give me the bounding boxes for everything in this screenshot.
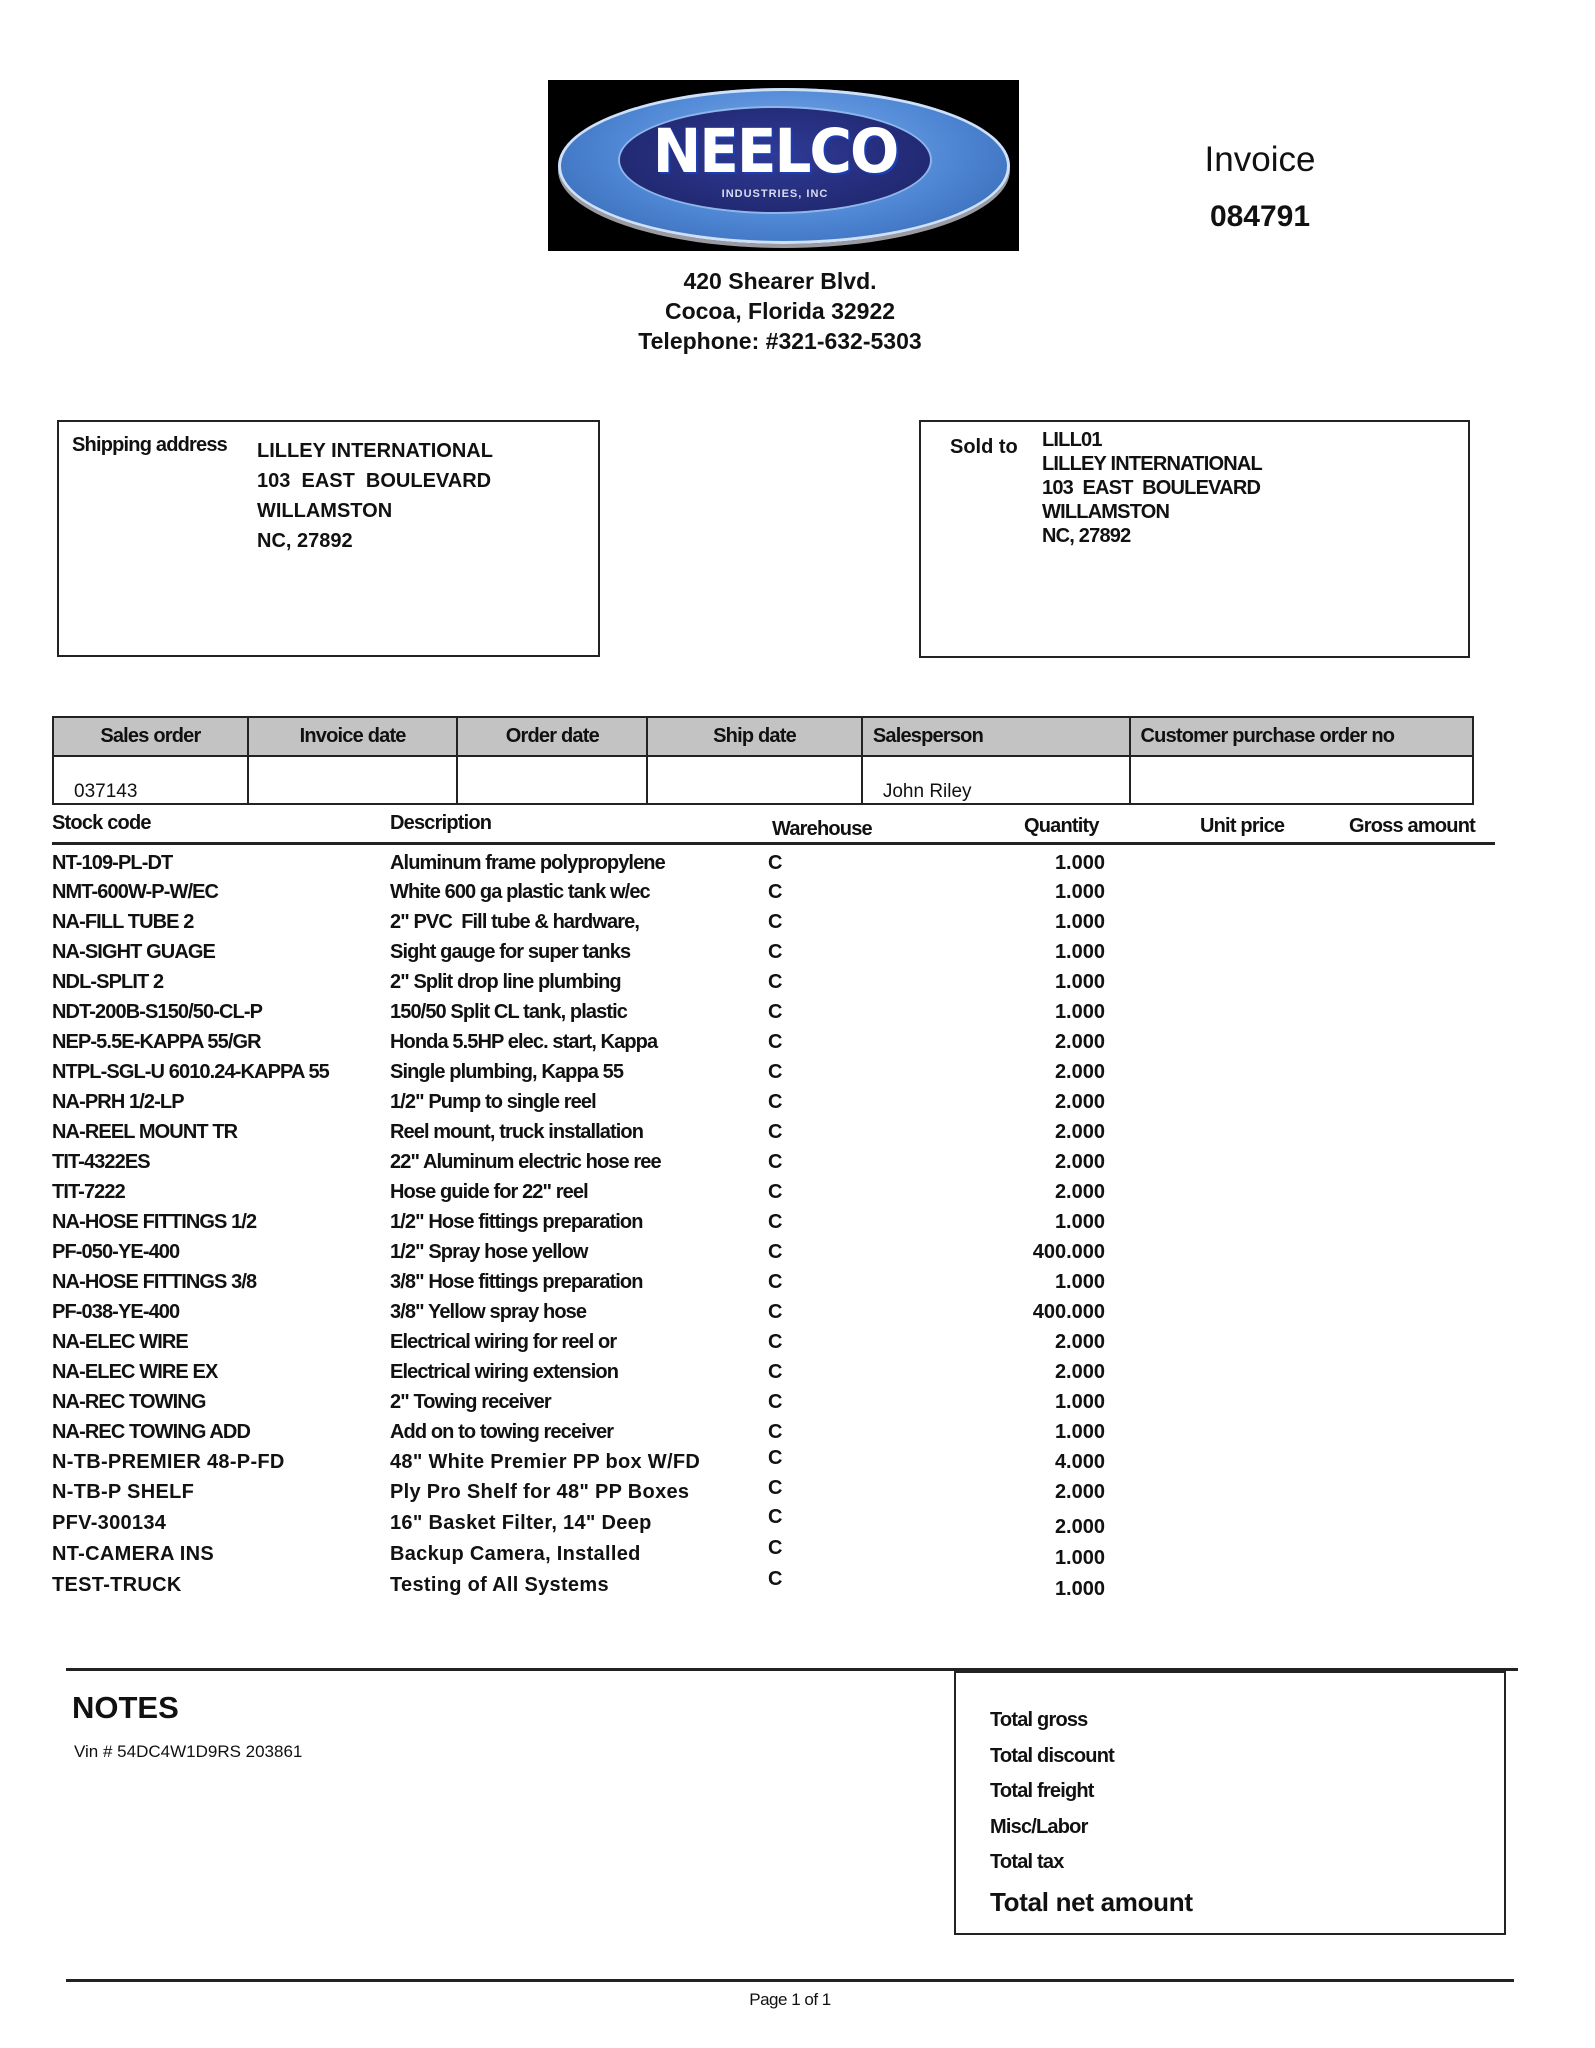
col-header-gross-amount: Gross amount bbox=[1349, 815, 1475, 837]
col-header-unit-price: Unit price bbox=[1200, 815, 1285, 837]
company-logo bbox=[548, 80, 1019, 251]
quantity: 2.000 bbox=[1054, 1361, 1105, 1383]
stock-code: PFV-300134 bbox=[52, 1512, 167, 1534]
quantity: 1.000 bbox=[1054, 1211, 1105, 1233]
stock-code: NA-HOSE FITTINGS 3/8 bbox=[52, 1271, 257, 1293]
line-item-row bbox=[0, 1211, 1595, 1240]
company-address bbox=[530, 266, 1030, 356]
description: 2" PVC Fill tube & hardware, bbox=[390, 911, 639, 933]
sales-order-value: 037143 bbox=[53, 756, 248, 804]
quantity: 400.000 bbox=[1032, 1301, 1105, 1323]
line-item-row bbox=[0, 1421, 1595, 1450]
warehouse: C bbox=[768, 911, 783, 933]
logo-wordmark: NEELCO bbox=[652, 115, 898, 187]
shipping-address-lines bbox=[257, 436, 493, 556]
ship-date-value bbox=[647, 756, 862, 804]
quantity: 1.000 bbox=[1054, 941, 1105, 963]
totals-list bbox=[990, 1709, 1193, 1922]
description: Ply Pro Shelf for 48" PP Boxes bbox=[390, 1481, 690, 1503]
description: Add on to towing receiver bbox=[390, 1421, 614, 1443]
description: Hose guide for 22" reel bbox=[390, 1181, 588, 1203]
warehouse: C bbox=[768, 1331, 783, 1353]
col-header-warehouse: Warehouse bbox=[772, 818, 872, 840]
company-address-line2: Cocoa, Florida 32922 bbox=[664, 298, 896, 324]
warehouse: C bbox=[768, 1506, 783, 1528]
stock-code: TEST-TRUCK bbox=[52, 1574, 182, 1596]
quantity: 2.000 bbox=[1054, 1151, 1105, 1173]
header-ship-date: Ship date bbox=[647, 717, 862, 756]
quantity: 1.000 bbox=[1054, 1578, 1105, 1600]
description: 3/8" Yellow spray hose bbox=[390, 1301, 587, 1323]
quantity: 1.000 bbox=[1054, 971, 1105, 993]
warehouse: C bbox=[768, 1271, 783, 1293]
total-discount-label: Total discount bbox=[990, 1744, 1114, 1767]
shipping-address-label: Shipping address bbox=[72, 434, 228, 456]
line-item-row bbox=[0, 941, 1595, 970]
warehouse: C bbox=[768, 1061, 783, 1083]
description: 1/2" Pump to single reel bbox=[390, 1091, 596, 1113]
header-invoice-date: Invoice date bbox=[248, 717, 458, 756]
line-item-row bbox=[0, 1537, 1595, 1572]
quantity: 2.000 bbox=[1054, 1091, 1105, 1113]
company-address-line1: 420 Shearer Blvd. bbox=[683, 268, 877, 294]
description: 16" Basket Filter, 14" Deep bbox=[390, 1512, 652, 1534]
quantity: 2.000 bbox=[1054, 1331, 1105, 1353]
footer-divider bbox=[66, 1979, 1514, 1982]
warehouse: C bbox=[768, 971, 783, 993]
quantity: 2.000 bbox=[1054, 1121, 1105, 1143]
sold-to-line: WILLAMSTON bbox=[1042, 501, 1170, 523]
stock-code: NA-ELEC WIRE bbox=[52, 1331, 188, 1353]
warehouse: C bbox=[768, 941, 783, 963]
line-item-row bbox=[0, 852, 1595, 881]
description: 1/2" Hose fittings preparation bbox=[390, 1211, 643, 1233]
quantity: 1.000 bbox=[1054, 1271, 1105, 1293]
warehouse: C bbox=[768, 1301, 783, 1323]
stock-code: PF-050-YE-400 bbox=[52, 1241, 180, 1263]
warehouse: C bbox=[768, 1537, 783, 1559]
header-sales-order: Sales order bbox=[53, 717, 248, 756]
shipping-line: WILLAMSTON bbox=[257, 500, 393, 522]
company-telephone: Telephone: #321-632-5303 bbox=[638, 328, 922, 354]
line-item-row bbox=[0, 971, 1595, 1000]
quantity: 2.000 bbox=[1054, 1481, 1105, 1503]
sold-to-line: LILLEY INTERNATIONAL bbox=[1042, 453, 1262, 475]
description: Single plumbing, Kappa 55 bbox=[390, 1061, 624, 1083]
line-item-row bbox=[0, 1391, 1595, 1420]
line-item-row bbox=[0, 1301, 1595, 1330]
quantity: 2.000 bbox=[1054, 1031, 1105, 1053]
warehouse: C bbox=[768, 1568, 783, 1590]
stock-code: NMT-600W-P-W/EC bbox=[52, 881, 219, 903]
line-item-row bbox=[0, 911, 1595, 940]
stock-code: NA-FILL TUBE 2 bbox=[52, 911, 194, 933]
line-item-row bbox=[0, 1361, 1595, 1390]
warehouse: C bbox=[768, 1151, 783, 1173]
stock-code: NA-REC TOWING ADD bbox=[52, 1421, 251, 1443]
col-header-description: Description bbox=[390, 812, 492, 834]
quantity: 4.000 bbox=[1054, 1451, 1105, 1473]
description: Electrical wiring extension bbox=[390, 1361, 619, 1383]
warehouse: C bbox=[768, 1241, 783, 1263]
stock-code: NDT-200B-S150/50-CL-P bbox=[52, 1001, 263, 1023]
line-item-row bbox=[0, 1568, 1595, 1603]
description: Backup Camera, Installed bbox=[390, 1543, 641, 1565]
description: Honda 5.5HP elec. start, Kappa bbox=[390, 1031, 658, 1053]
quantity: 400.000 bbox=[1032, 1241, 1105, 1263]
line-item-row bbox=[0, 1001, 1595, 1030]
description: 3/8" Hose fittings preparation bbox=[390, 1271, 643, 1293]
logo-subtitle: INDUSTRIES, INC bbox=[721, 188, 829, 200]
quantity: 2.000 bbox=[1054, 1181, 1105, 1203]
col-header-stock-code: Stock code bbox=[52, 812, 151, 834]
sold-to-box bbox=[919, 420, 1470, 658]
line-item-row bbox=[0, 1091, 1595, 1120]
stock-code: NEP-5.5E-KAPPA 55/GR bbox=[52, 1031, 261, 1053]
shipping-line: 103 EAST BOULEVARD bbox=[257, 470, 492, 492]
line-item-row bbox=[0, 1181, 1595, 1210]
description: Reel mount, truck installation bbox=[390, 1121, 644, 1143]
warehouse: C bbox=[768, 1211, 783, 1233]
description: Electrical wiring for reel or bbox=[390, 1331, 617, 1353]
warehouse: C bbox=[768, 1477, 783, 1499]
totals-box bbox=[954, 1671, 1506, 1935]
notes-title: NOTES bbox=[72, 1690, 179, 1725]
line-item-row bbox=[0, 1031, 1595, 1060]
stock-code: N-TB-P SHELF bbox=[52, 1481, 195, 1503]
page-number: Page 1 of 1 bbox=[749, 1990, 831, 2009]
warehouse: C bbox=[768, 1091, 783, 1113]
quantity: 1.000 bbox=[1054, 852, 1105, 874]
line-item-row bbox=[0, 881, 1595, 910]
description: White 600 ga plastic tank w/ec bbox=[390, 881, 650, 903]
order-info-table bbox=[52, 716, 1474, 805]
sold-to-line: LILL01 bbox=[1042, 429, 1102, 451]
line-item-row bbox=[0, 1271, 1595, 1300]
stock-code: PF-038-YE-400 bbox=[52, 1301, 180, 1323]
quantity: 1.000 bbox=[1054, 911, 1105, 933]
stock-code: TIT-7222 bbox=[52, 1181, 125, 1203]
line-item-row bbox=[0, 1477, 1595, 1510]
quantity: 2.000 bbox=[1054, 1061, 1105, 1083]
customer-po-value bbox=[1130, 756, 1473, 804]
sold-to-lines bbox=[1042, 428, 1262, 548]
line-item-row bbox=[0, 1241, 1595, 1270]
stock-code: TIT-4322ES bbox=[52, 1151, 150, 1173]
stock-code: NA-REC TOWING bbox=[52, 1391, 206, 1413]
order-info-value-row bbox=[53, 756, 1473, 804]
header-salesperson: Salesperson bbox=[862, 717, 1130, 756]
quantity: 1.000 bbox=[1054, 881, 1105, 903]
header-order-date: Order date bbox=[457, 717, 647, 756]
invoice-number: 084791 bbox=[1209, 200, 1311, 233]
description: 22" Aluminum electric hose ree bbox=[390, 1151, 661, 1173]
line-item-row bbox=[0, 1151, 1595, 1180]
description: 1/2" Spray hose yellow bbox=[390, 1241, 588, 1263]
warehouse: C bbox=[768, 1031, 783, 1053]
quantity: 1.000 bbox=[1054, 1421, 1105, 1443]
invoice-date-value bbox=[248, 756, 458, 804]
warehouse: C bbox=[768, 1391, 783, 1413]
warehouse: C bbox=[768, 1421, 783, 1443]
stock-code: NA-HOSE FITTINGS 1/2 bbox=[52, 1211, 257, 1233]
stock-code: NTPL-SGL-U 6010.24-KAPPA 55 bbox=[52, 1061, 329, 1083]
stock-code: NT-109-PL-DT bbox=[52, 852, 173, 874]
warehouse: C bbox=[768, 1121, 783, 1143]
line-item-row bbox=[0, 1061, 1595, 1090]
stock-code: NA-REEL MOUNT TR bbox=[52, 1121, 238, 1143]
logo-inner-ellipse bbox=[620, 108, 930, 212]
misc-labor-label: Misc/Labor bbox=[990, 1815, 1088, 1838]
sold-to-label: Sold to bbox=[950, 436, 1018, 458]
header-divider bbox=[52, 842, 1495, 845]
total-freight-label: Total freight bbox=[990, 1780, 1094, 1802]
col-header-quantity: Quantity bbox=[1024, 815, 1099, 837]
warehouse: C bbox=[768, 1361, 783, 1383]
stock-code: NA-ELEC WIRE EX bbox=[52, 1361, 218, 1383]
quantity: 1.000 bbox=[1054, 1001, 1105, 1023]
description: Testing of All Systems bbox=[390, 1574, 609, 1596]
line-item-row bbox=[0, 1121, 1595, 1150]
stock-code: NT-CAMERA INS bbox=[52, 1543, 215, 1565]
quantity: 2.000 bbox=[1054, 1516, 1105, 1538]
line-item-row bbox=[0, 1447, 1595, 1480]
sold-to-line: 103 EAST BOULEVARD bbox=[1042, 477, 1261, 499]
shipping-line: NC, 27892 bbox=[257, 530, 353, 552]
stock-code: NA-SIGHT GUAGE bbox=[52, 941, 215, 963]
header-customer-po: Customer purchase order no bbox=[1130, 717, 1473, 756]
warehouse: C bbox=[768, 881, 783, 903]
description: 2" Towing receiver bbox=[390, 1391, 551, 1413]
quantity: 1.000 bbox=[1054, 1391, 1105, 1413]
order-info-header-row bbox=[53, 717, 1473, 756]
warehouse: C bbox=[768, 1001, 783, 1023]
shipping-line: LILLEY INTERNATIONAL bbox=[257, 440, 493, 462]
warehouse: C bbox=[768, 852, 783, 874]
stock-code: NA-PRH 1/2-LP bbox=[52, 1091, 184, 1113]
shipping-address-box bbox=[57, 420, 600, 657]
description: Sight gauge for super tanks bbox=[390, 941, 631, 963]
total-tax-label: Total tax bbox=[990, 1851, 1064, 1873]
salesperson-value: John Riley bbox=[862, 756, 1130, 804]
total-net-amount-label: Total net amount bbox=[990, 1886, 1193, 1917]
description: Aluminum frame polypropylene bbox=[390, 852, 665, 874]
sold-to-line: NC, 27892 bbox=[1042, 525, 1131, 547]
order-date-value bbox=[457, 756, 647, 804]
total-gross-label: Total gross bbox=[990, 1709, 1088, 1731]
stock-code: N-TB-PREMIER 48-P-FD bbox=[52, 1451, 285, 1473]
description: 48" White Premier PP box W/FD bbox=[390, 1451, 701, 1473]
quantity: 1.000 bbox=[1054, 1547, 1105, 1569]
description: 150/50 Split CL tank, plastic bbox=[390, 1001, 627, 1023]
description: 2" Split drop line plumbing bbox=[390, 971, 621, 993]
notes-vin: Vin # 54DC4W1D9RS 203861 bbox=[74, 1742, 303, 1761]
warehouse: C bbox=[768, 1181, 783, 1203]
warehouse: C bbox=[768, 1447, 783, 1469]
invoice-title: Invoice bbox=[1204, 140, 1316, 179]
stock-code: NDL-SPLIT 2 bbox=[52, 971, 164, 993]
line-item-row bbox=[0, 1331, 1595, 1360]
line-item-row bbox=[0, 1506, 1595, 1541]
